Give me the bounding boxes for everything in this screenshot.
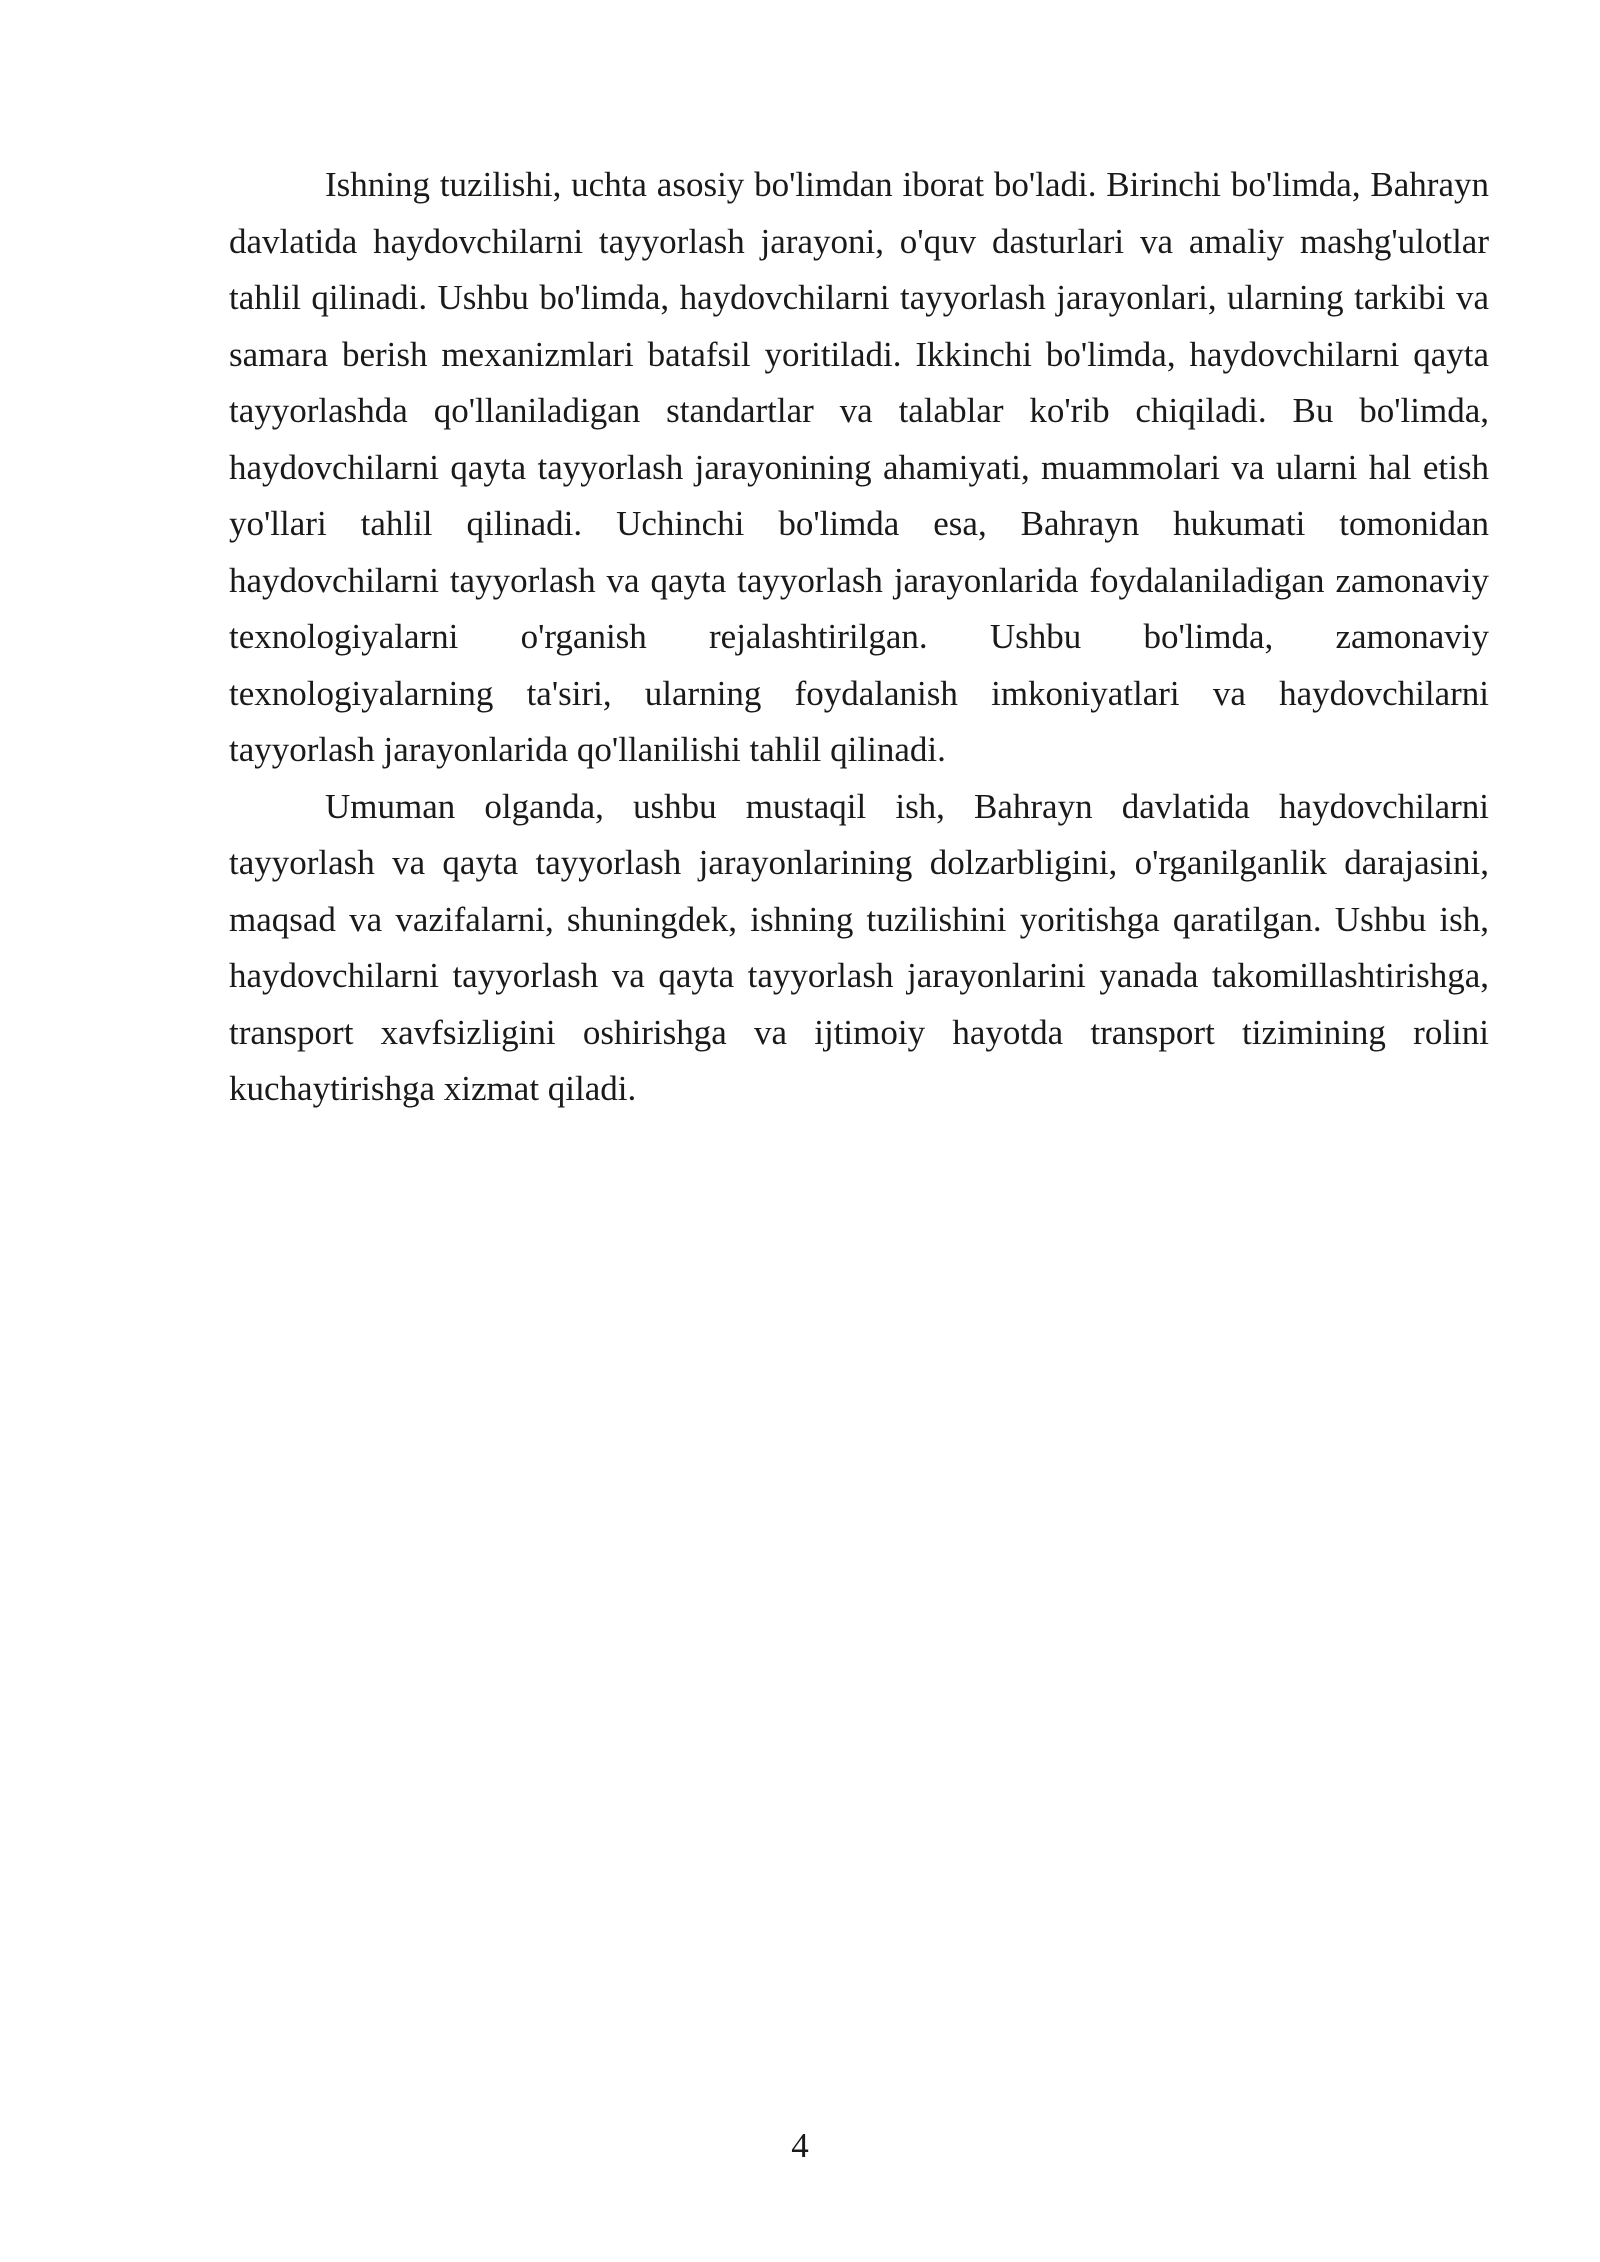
page-number: 4 xyxy=(791,2126,809,2165)
paragraph-conclusion: Umuman olganda, ushbu mustaqil ish, Bahrayn davlatida haydovchilarni tayyorlash va qayta tayyorlash jarayonlarining dolzarbligini, o'rganilganlik darajasini, maqsad va vazifalarni, shuningdek, ishning tuzilishini yoritishga qaratilgan. Ushbu ish, haydovchilarni tayyorlash va qayta tayyorlash jarayonlarini yanada takomillashtirishga, transport xavfsizligini oshirishga va ijtimoiy hayotda transport tizimining rolini kuchaytirishga xizmat qiladi. xyxy=(229,786,1489,1108)
body-text xyxy=(229,157,1489,1118)
paragraph-work-structure: Ishning tuzilishi, uchta asosiy bo'limdan iborat bo'ladi. Birinchi bo'limda, Bahrayn davlatida haydovchilarni tayyorlash jarayoni, o'quv dasturlari va amaliy mashg'ulotlar tahlil qilinadi. Ushbu bo'limda, haydovchilarni tayyorlash jarayonlari, ularning tarkibi va samara berish mexanizmlari batafsil yoritiladi. Ikkinchi bo'limda, haydovchilarni qayta tayyorlashda qo'llaniladigan standartlar va talablar ko'rib chiqiladi. Bu bo'limda, haydovchilarni qayta tayyorlash jarayonining ahamiyati, muammolari va ularni hal etish yo'llari tahlil qilinadi. Uchinchi bo'limda esa, Bahrayn hukumati tomonidan haydovchilarni tayyorlash va qayta tayyorlash jarayonlarida foydalaniladigan zamonaviy texnologiyalarni o'rganish rejalashtirilgan. Ushbu bo'limda, zamonaviy texnologiyalarning ta'siri, ularning foydalanish imkoniyatlari va haydovchilarni tayyorlash jarayonlarida qo'llanilishi tahlil qilinadi. xyxy=(229,165,1489,769)
